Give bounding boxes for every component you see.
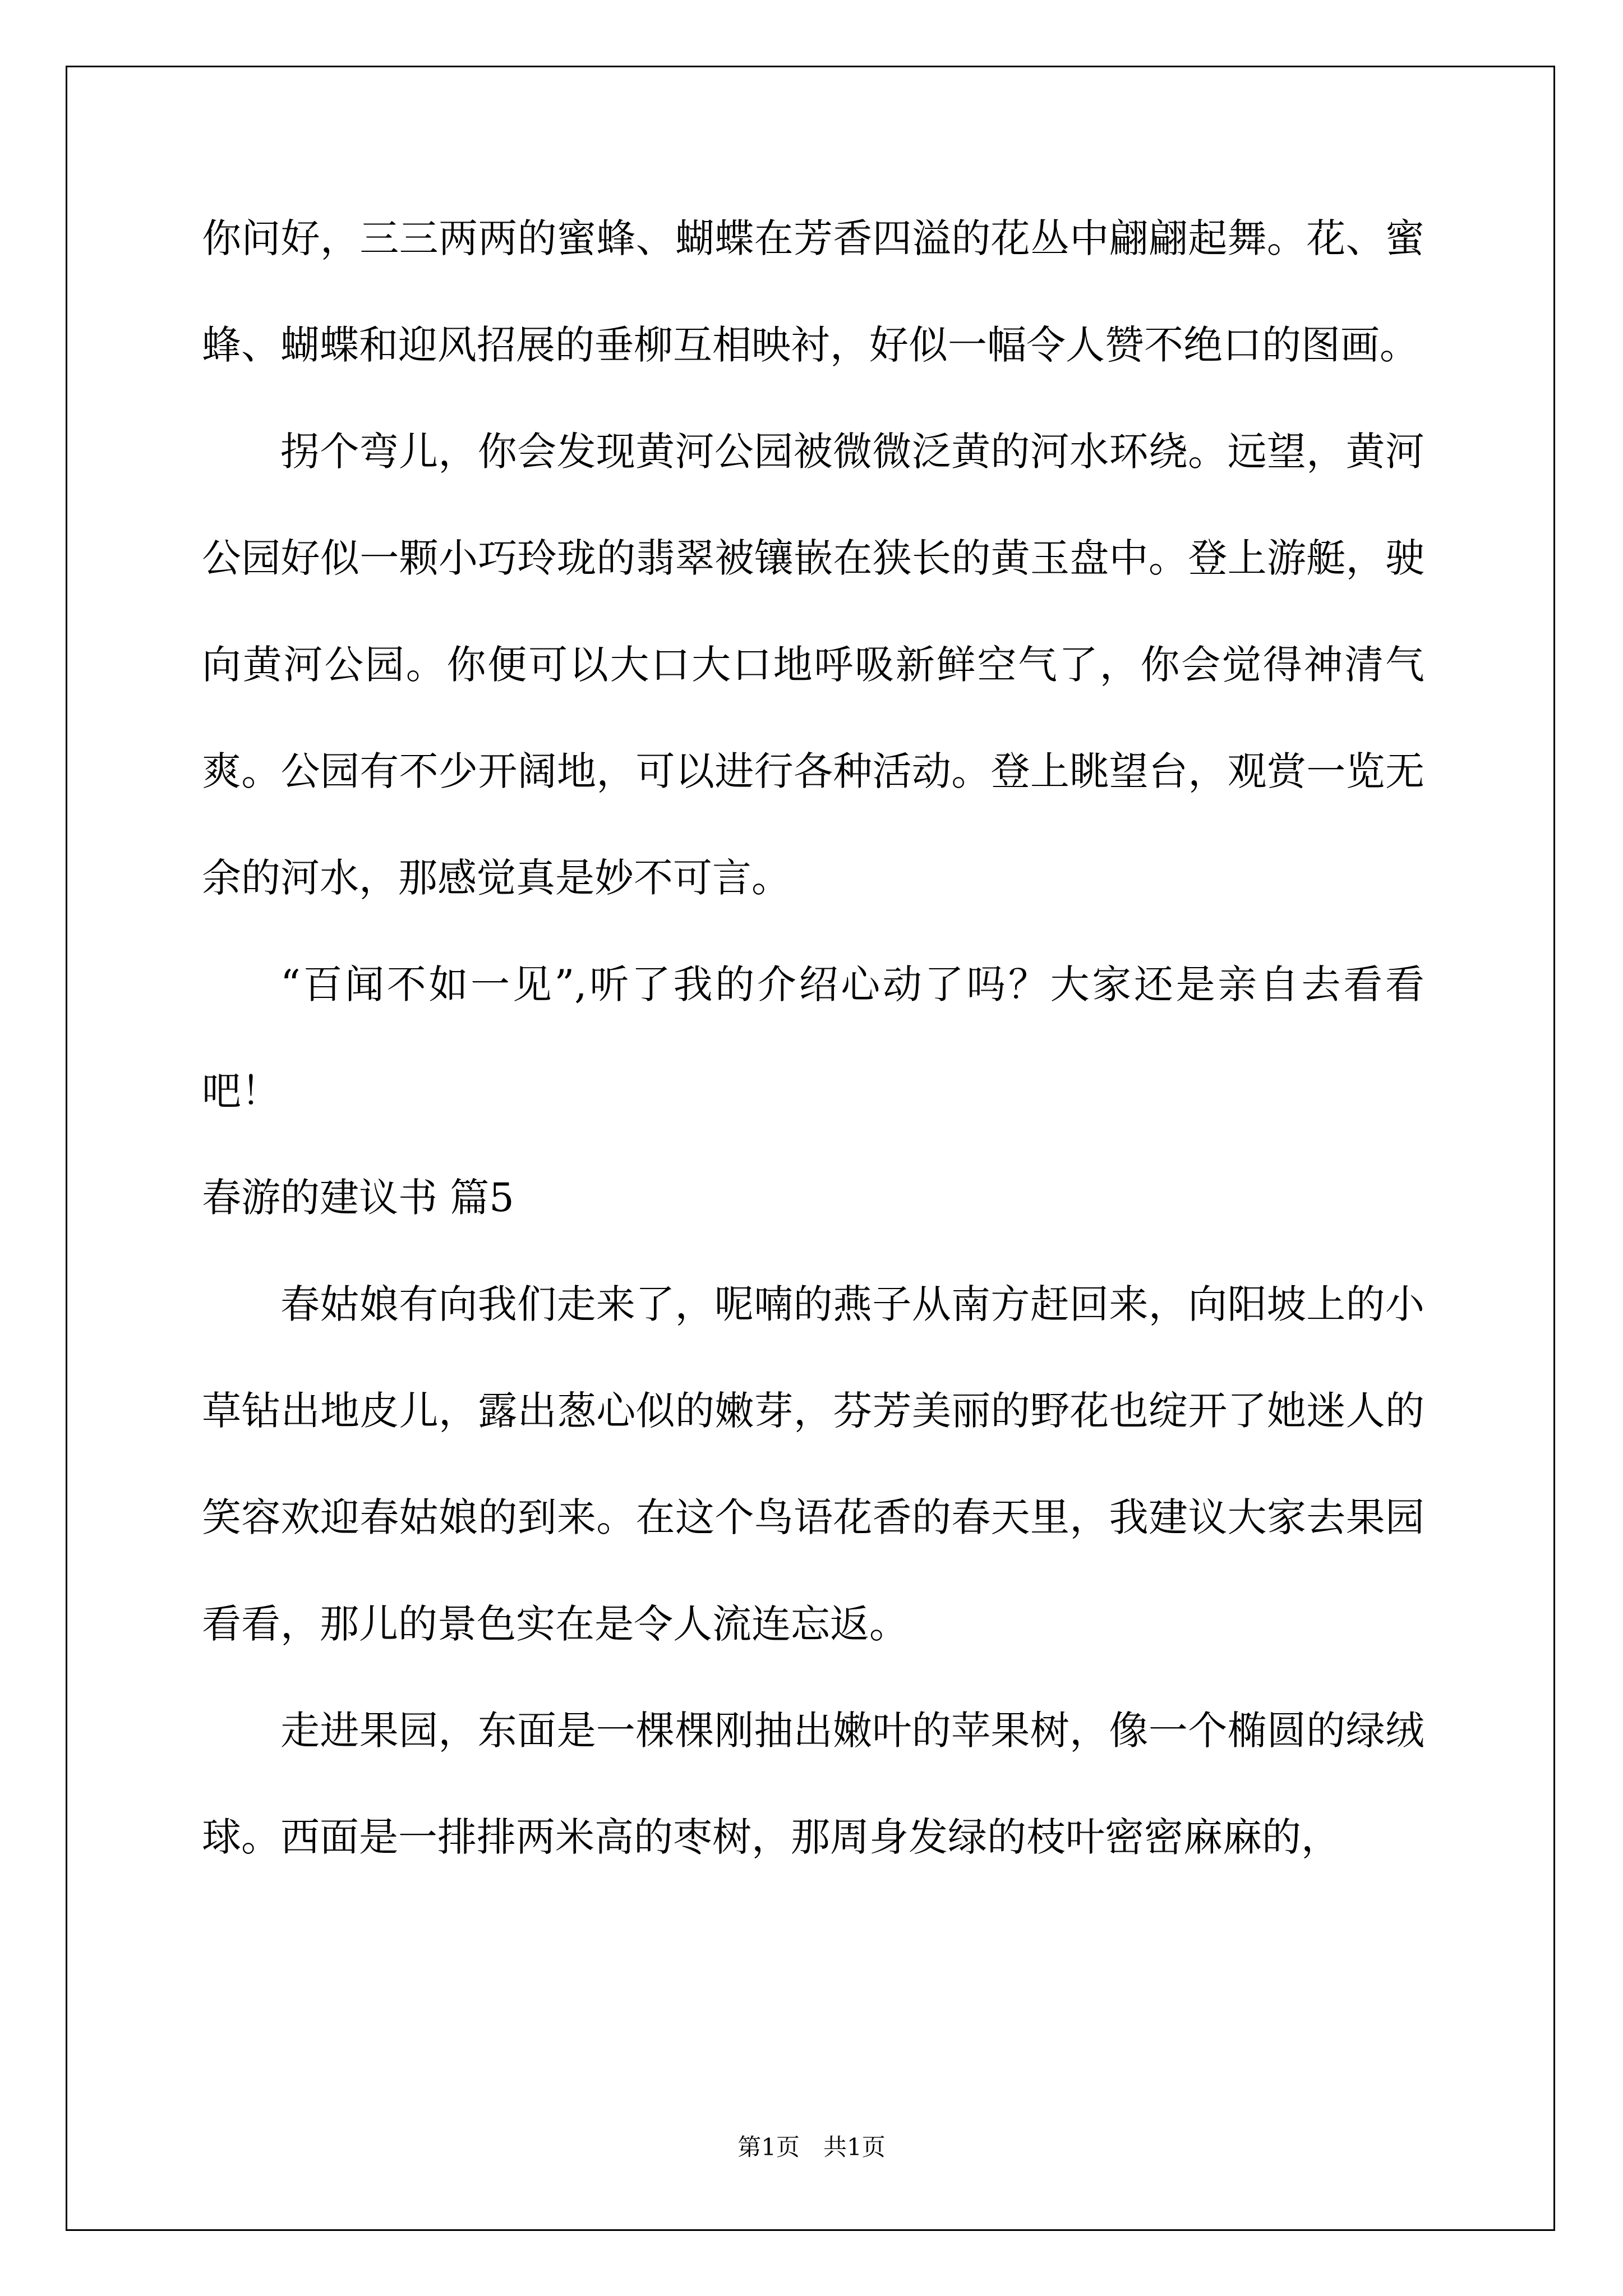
document-body: [202, 185, 1424, 1890]
section-heading: 春游的建议书 篇5: [202, 1175, 514, 1221]
page-footer: 第1页 共1页: [737, 2133, 886, 2161]
paragraph-5: 走进果园，东面是一棵棵刚抽出嫩叶的苹果树，像一个椭圆的绿绒球。西面是一排排两米高的枣树，那周身发绿的枝叶密密麻麻的，: [202, 1708, 1424, 1860]
paragraph-4: 春姑娘有向我们走来了，呢喃的燕子从南方赶回来，向阳坡上的小草钻出地皮儿，露出葱心似的嫩芽，芬芳美丽的野花也绽开了她迷人的笑容欢迎春姑娘的到来。在这个鸟语花香的春天里，我建议大家去果园看看，那儿的景色实在是令人流连忘返。: [202, 1281, 1424, 1647]
paragraph-1: 你问好，三三两两的蜜蜂、蝴蝶在芳香四溢的花丛中翩翩起舞。花、蜜蜂、蝴蝶和迎风招展的垂柳互相映衬，好似一幅令人赞不绝口的图画。: [202, 215, 1424, 368]
paragraph-2: 拐个弯儿，你会发现黄河公园被微微泛黄的河水环绕。远望，黄河公园好似一颗小巧玲珑的翡翠被镶嵌在狭长的黄玉盘中。登上游艇，驶向黄河公园。你便可以大口大口地呼吸新鲜空气了，你会觉得神清气爽。公园有不少开阔地，可以进行各种活动。登上眺望台，观赏一览无余的河水，那感觉真是妙不可言。: [202, 429, 1424, 901]
paragraph-3: “百闻不如一见”,听了我的介绍心动了吗？大家还是亲自去看看吧！: [202, 961, 1424, 1114]
